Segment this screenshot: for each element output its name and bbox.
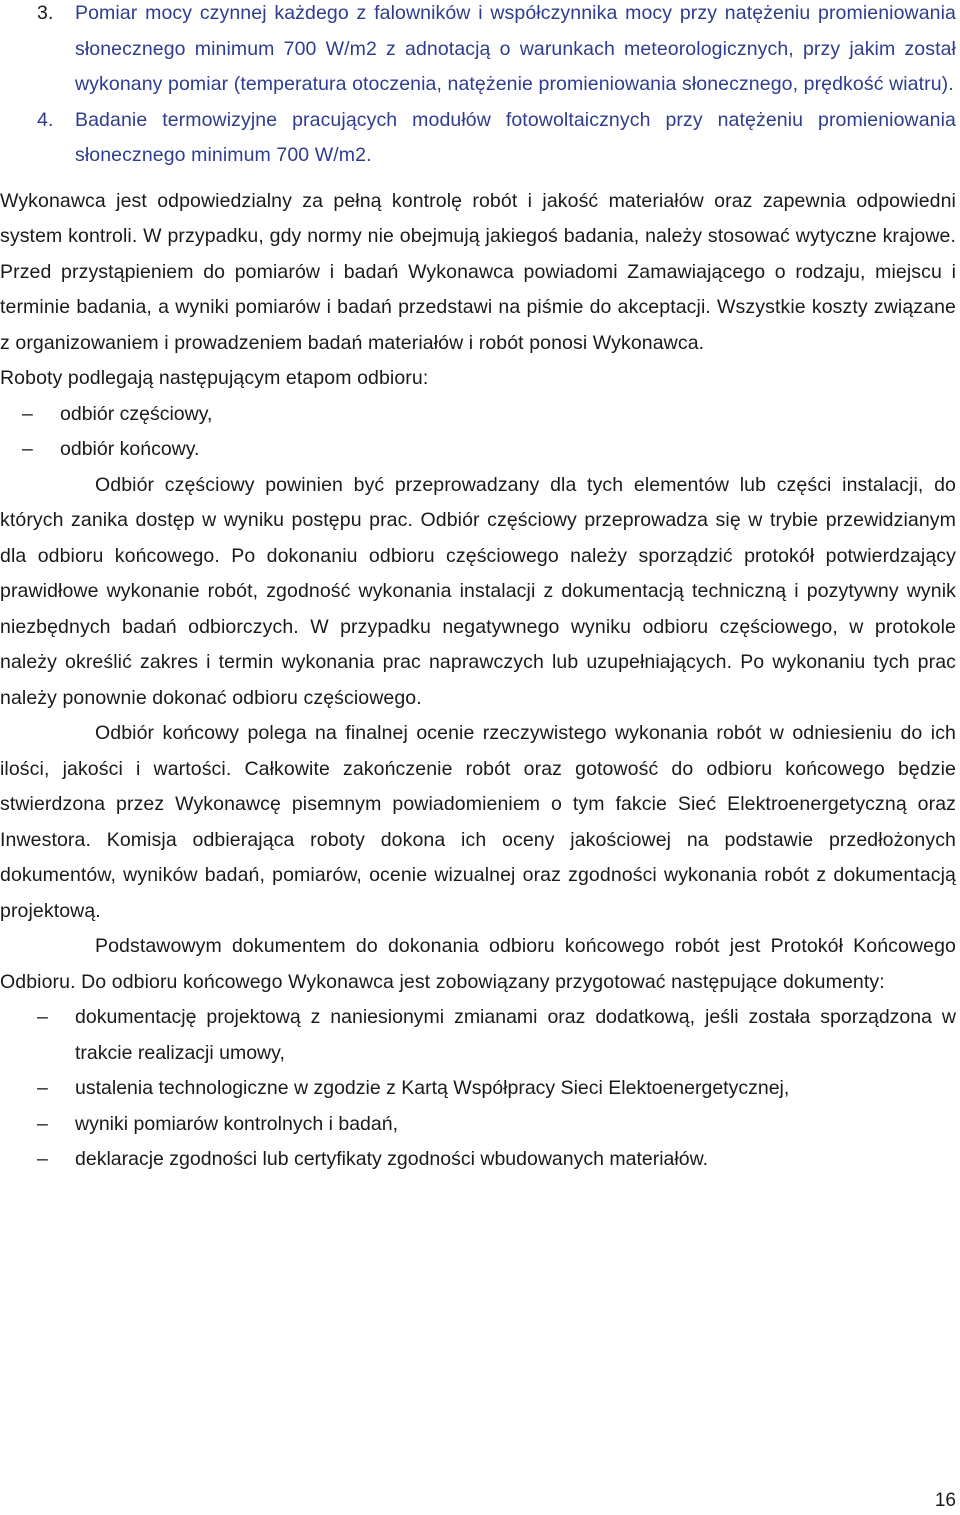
list-item-text: wyniki pomiarów kontrolnych i badań, bbox=[75, 1112, 398, 1135]
item-text: Pomiar mocy czynnej każdego z falowników i współczynnika mocy przy natężeniu promieniowania słonecznego minimum 700 W/m2 z adnotacją o warunkach meteorologicznych, przy jakim został wykonany pomiar (temperatura otoczenia, natężenie promieniowania słonecznego, prędkość wiatru). bbox=[75, 2, 956, 95]
stages-list bbox=[0, 397, 956, 468]
page-number: 16 bbox=[934, 1490, 956, 1511]
dash-bullet: – bbox=[22, 438, 33, 460]
list-item bbox=[0, 1142, 956, 1178]
paragraph-basic-document: Podstawowym dokumentem do dokonania odbioru końcowego robót jest Protokół Końcowego Odbioru. Do odbioru końcowego Wykonawca jest zobowiązany przygotować następujące dokumenty: bbox=[0, 935, 956, 993]
item-number: 3. bbox=[37, 2, 54, 24]
list-item-text: odbiór częściowy, bbox=[60, 402, 213, 425]
list-item-text: dokumentację projektową z naniesionymi zmianami oraz dodatkową, jeśli została sporządzona w trakcie realizacji umowy, bbox=[75, 1006, 956, 1064]
list-item-text: odbiór końcowy. bbox=[60, 438, 200, 460]
list-item bbox=[0, 1107, 956, 1143]
dash-bullet: – bbox=[22, 402, 33, 425]
list-item bbox=[0, 1071, 956, 1107]
list-item-text: deklaracje zgodności lub certyfikaty zgodności wbudowanych materiałów. bbox=[75, 1148, 708, 1170]
list-item bbox=[0, 397, 956, 433]
paragraph-partial-acceptance: Odbiór częściowy powinien być przeprowadzany dla tych elementów lub części instalacji, do których zanika dostęp w wyniku postępu prac. Odbiór częściowy przeprowadza się w trybie przewidzianym dla odbioru końcowego. Po dokonaniu odbioru częściowego należy sporządzić protokół potwierdzający prawidłowe wykonanie robót, zgodność wykonania instalacji z dokumentacją techniczną i pozytywny wynik niezbędnych badań odbiorczych. W przypadku negatywnego wyniku odbioru częściowego, w protokole należy określić zakres i termin wykonania prac naprawczych lub uzupełniających. Po wykonaniu tych prac należy ponownie dokonać odbioru częściowego. bbox=[0, 473, 956, 709]
paragraph-contractor-responsibility: Wykonawca jest odpowiedzialny za pełną kontrolę robót i jakość materiałów oraz zapewnia odpowiedni system kontroli. W przypadku, gdy normy nie obejmują jakiegoś badania, należy stosować wytyczne krajowe. Przed przystąpieniem do pomiarów i badań Wykonawca powiadomi Zamawiającego o rodzaju, miejscu i terminie badania, a wyniki pomiarów i badań przedstawi na piśmie do akceptacji. Wszystkie koszty związane z organizowaniem i prowadzeniem badań materiałów i robót ponosi Wykonawca. bbox=[0, 189, 956, 354]
list-item bbox=[0, 432, 956, 468]
dash-bullet: – bbox=[37, 1006, 48, 1028]
dash-bullet: – bbox=[37, 1077, 48, 1099]
item-text: Badanie termowizyjne pracujących modułów fotowoltaicznych przy natężeniu promieniowania słonecznego minimum 700 W/m2. bbox=[75, 108, 956, 166]
list-item bbox=[0, 1000, 956, 1071]
dash-bullet: – bbox=[37, 1112, 48, 1135]
numbered-item-3 bbox=[0, 0, 956, 103]
paragraph-stages-intro: Roboty podlegają następującym etapom odbioru: bbox=[0, 367, 429, 389]
dash-bullet: – bbox=[37, 1148, 48, 1170]
list-item-text: ustalenia technologiczne w zgodzie z Kartą Współpracy Sieci Elektoenergetycznej, bbox=[75, 1077, 790, 1099]
numbered-item-4 bbox=[0, 103, 956, 174]
item-number: 4. bbox=[37, 108, 54, 131]
documents-list bbox=[0, 1000, 956, 1178]
paragraph-final-acceptance: Odbiór końcowy polega na finalnej ocenie rzeczywistego wykonania robót w odniesieniu do ich ilości, jakości i wartości. Całkowite zakończenie robót oraz gotowość do odbioru końcowego będzie stwierdzona przez Wykonawcę pisemnym powiadomieniem o tym fakcie Sieć Elektroenergetyczną oraz Inwestora. Komisja odbierająca roboty dokona ich oceny jakościowej na podstawie przedłożonych dokumentów, wyników badań, pomiarów, ocenie wizualnej oraz zgodności wykonania robót z dokumentacją projektową. bbox=[0, 722, 956, 922]
